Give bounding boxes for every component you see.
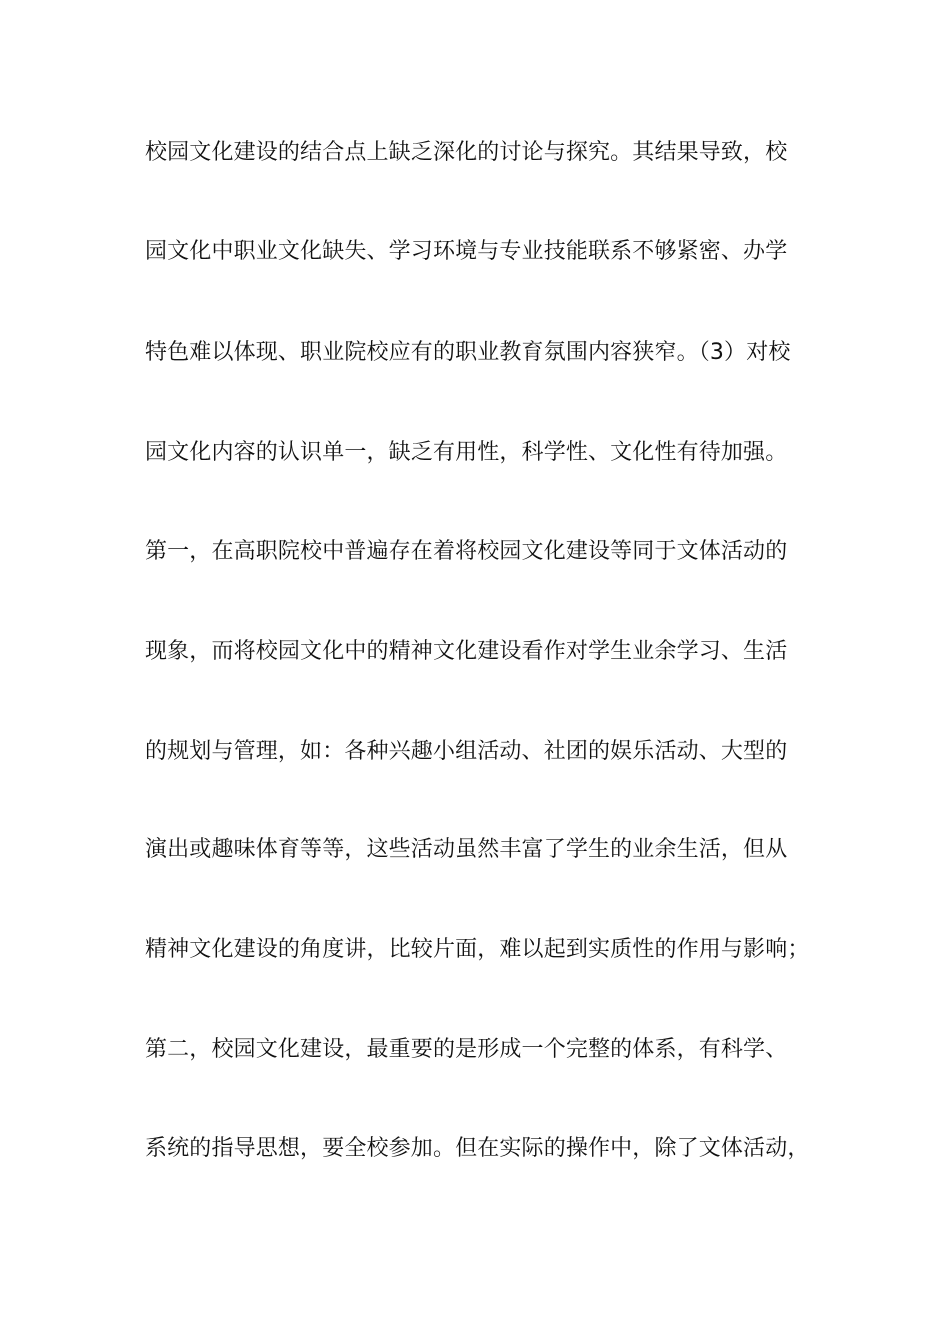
text-line: 第一，在高职院校中普遍存在着将校园文化建设等同于文体活动的: [145, 539, 788, 564]
text-line: 演出或趣味体育等等，这些活动虽然丰富了学生的业余生活，但从: [145, 837, 788, 862]
text-line: 园文化内容的认识单一，缺乏有用性，科学性、文化性有待加强。: [145, 440, 788, 465]
text-line: 现象，而将校园文化中的精神文化建设看作对学生业余学习、生活: [145, 639, 788, 664]
text-line: 园文化中职业文化缺失、学习环境与专业技能联系不够紧密、办学: [145, 239, 788, 264]
text-line: 第二，校园文化建设，最重要的是形成一个完整的体系，有科学、: [145, 1037, 788, 1062]
text-line: 系统的指导思想，要全校参加。但在实际的操作中，除了文体活动，: [145, 1136, 810, 1161]
text-line: 的规划与管理，如：各种兴趣小组活动、社团的娱乐活动、大型的: [145, 739, 788, 764]
text-line: 校园文化建设的结合点上缺乏深化的讨论与探究。其结果导致，校: [145, 140, 788, 165]
text-line: 精神文化建设的角度讲，比较片面，难以起到实质性的作用与影响；: [145, 937, 810, 962]
text-line: 特色难以体现、职业院校应有的职业教育氛围内容狭窄。（3）对校: [145, 340, 791, 365]
